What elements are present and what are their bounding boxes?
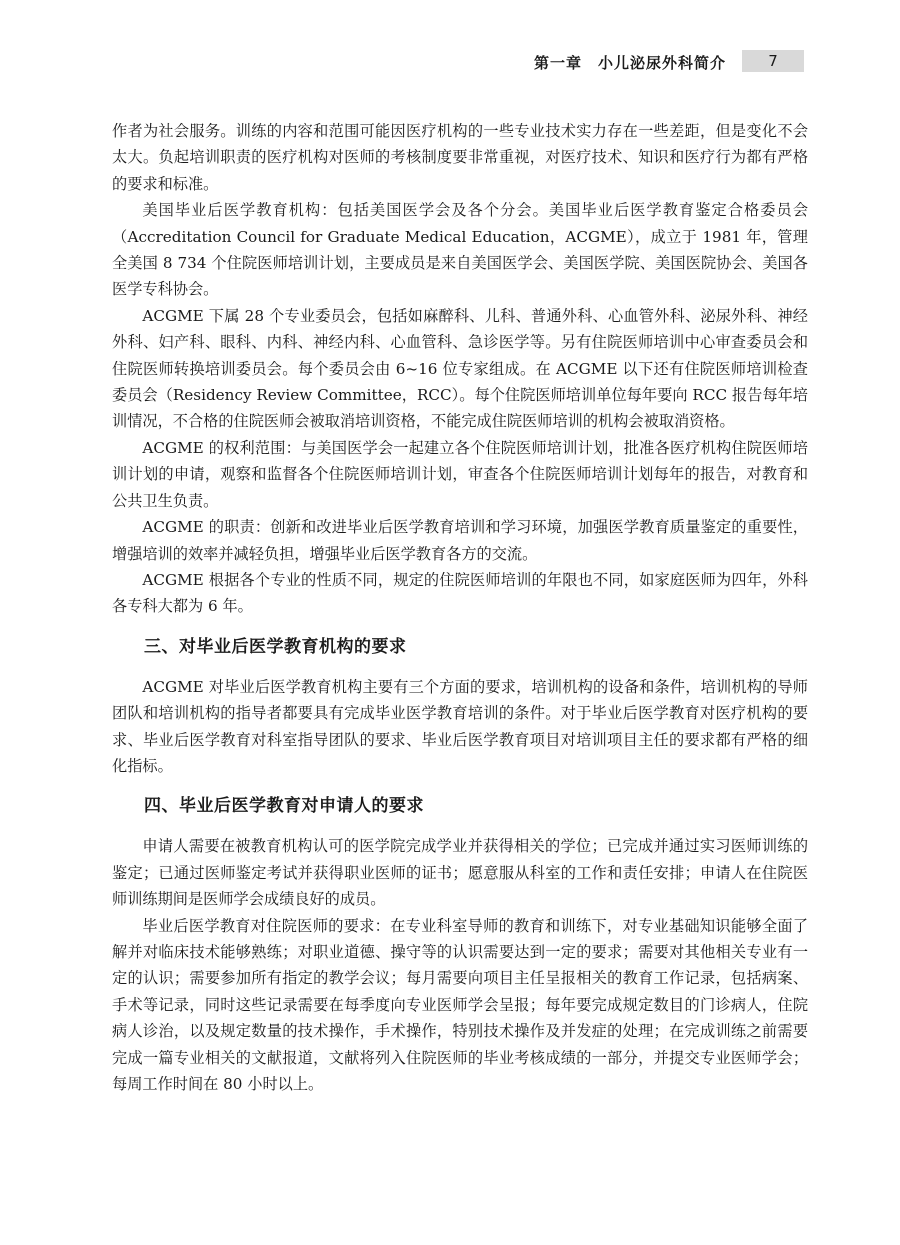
paragraph-institution-requirements: ACGME 对毕业后医学教育机构主要有三个方面的要求，培训机构的设备和条件，培训机构的导师团队和培训机构的指导者都要具有完成毕业医学教育培训的条件。对于毕业后医学教育对医疗机构的要求、毕业后医学教育对科室指导团队的要求、毕业后医学教育项目对培训项目主任的要求都有严格的细化指标。	[112, 677, 808, 775]
paragraph-gme-organizations: 美国毕业后医学教育机构：包括美国医学会及各个分会。美国毕业后医学教育鉴定合格委员会（Accreditation Council for Graduate Medical Education，ACGME），成立于 1981 年，管理全美国 8 734 个住院医师培训计划，主要成员是来自美国医学会、美国医学院、美国医院协会、美国各医学专科协会。	[112, 201, 808, 299]
page-body	[112, 118, 808, 1097]
paragraph-resident-requirements: 毕业后医学教育对住院医师的要求：在专业科室导师的教育和训练下，对专业基础知识能够全面了解并对临床技术能够熟练；对职业道德、操守等的认识需要达到一定的要求；需要对其他相关专业有一定的认识；需要参加所有指定的教学会议；每月需要向项目主任呈报相关的教育工作记录，包括病案、手术等记录，同时这些记录需要在每季度向专业医师学会呈报；每年要完成规定数目的门诊病人，住院病人诊治，以及规定数量的技术操作，手术操作，特别技术操作及并发症的处理；在完成训练之前需要完成一篇专业相关的文献报道，文献将列入住院医师的毕业考核成绩的一部分，并提交专业医师学会；每周工作时间在 80 小时以上。	[112, 916, 808, 1093]
paragraph-training-years: ACGME 根据各个专业的性质不同，规定的住院医师培训的年限也不同，如家庭医师为四年，外科各专科大都为 6 年。	[112, 570, 808, 616]
chapter-title: 第一章 小儿泌尿外科简介	[533, 54, 726, 72]
paragraph-acgme-committees: ACGME 下属 28 个专业委员会，包括如麻醉科、儿科、普通外科、心血管外科、泌尿外科、神经外科、妇产科、眼科、内科、神经内科、心血管科、急诊医学等。另有住院医师培训中心审查委员会和住院医师转换培训委员会。每个委员会由 6~16 位专家组成。在 ACGME 以下还有住院医师培训检查委员会（Residency Review Committee，RCC）。每个住院医师培训单位每年要向 RCC 报告每年培训情况，不合格的住院医师会被取消培训资格，不能完成住院医师培训的机构会被取消资格。	[112, 306, 808, 431]
running-header	[0, 50, 900, 74]
paragraph-acgme-scope: ACGME 的权利范围：与美国医学会一起建立各个住院医师培训计划，批准各医疗机构住院医师培训计划的申请，观察和监督各个住院医师培训计划，审查各个住院医师培训计划每年的报告，对教育和公共卫生负责。	[112, 438, 808, 510]
paragraph-applicant-requirements: 申请人需要在被教育机构认可的医学院完成学业并获得相关的学位；已完成并通过实习医师训练的鉴定；已通过医师鉴定考试并获得职业医师的证书；愿意服从科室的工作和责任安排；申请人在住院医师训练期间是医师学会成绩良好的成员。	[112, 837, 808, 909]
paragraph-continuation: 作者为社会服务。训练的内容和范围可能因医疗机构的一些专业技术实力存在一些差距，但是变化不会太大。负起培训职责的医疗机构对医师的考核制度要非常重视，对医疗技术、知识和医疗行为都有严格的要求和标准。	[112, 122, 808, 193]
page-number: 7	[742, 50, 804, 72]
paragraph-acgme-duties: ACGME 的职责：创新和改进毕业后医学教育培训和学习环境，加强医学教育质量鉴定的重要性，增强培训的效率并减轻负担，增强毕业后医学教育各方的交流。	[112, 518, 808, 563]
section-heading-institution-requirements: 三、对毕业后医学教育机构的要求	[144, 636, 407, 657]
section-heading-applicant-requirements: 四、毕业后医学教育对申请人的要求	[144, 796, 424, 817]
